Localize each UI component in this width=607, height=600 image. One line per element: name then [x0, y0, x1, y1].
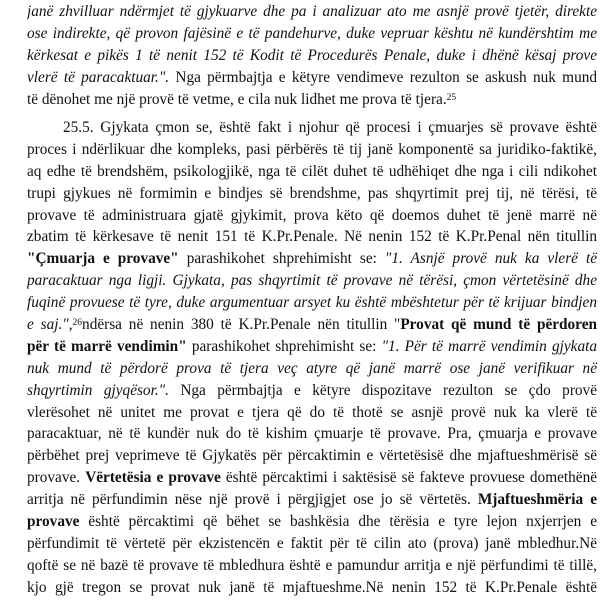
text-span: është përcaktimi i saktësisë së fakteve provuese domethënë [220, 469, 597, 487]
text-span: parashikohet shprehimisht se: [186, 337, 382, 355]
text-line [27, 183, 597, 205]
text-span: 25.5. Gjykata çmon se, është fakt i njohur që procesi i çmuarjes së provave është [63, 119, 597, 136]
text-span: zbatim të kërkesave të nenit 151 të K.Pr.Penale. Në nenin 152 të K.Pr.Penal nën titullin [27, 228, 597, 246]
text-span: qoftë se në bazë të provave të mbledhura është e pamundur arritja e një përfundimi të tillë, [27, 556, 597, 574]
italic-text: ose indirekte, që provon fajësinë e të pandehurve, duke vepruar kështu në kundërshtim me [27, 24, 597, 42]
text-line [27, 555, 597, 577]
italic-text: shqyrtimin gjyqësor.". [27, 381, 169, 399]
italic-text: kërkesat e pikës 1 të nenit 152 të Kodit të Procedurës Penale, duke i dhënë kësaj prove [27, 46, 597, 64]
text-line [27, 117, 597, 139]
text-span: Nga përmbajtja e këtyre vendimeve rezulton se askush nuk mund [169, 68, 597, 86]
bold-text: Vërtetësia e provave [85, 469, 221, 487]
text-line [27, 445, 597, 467]
text-line [27, 89, 597, 111]
text-span: ndërsa në nenin 380 të K.Pr.Penale nën titullin " [82, 316, 401, 334]
italic-text: fuqinë provuese të tyre, duke argumentuar arsyet ku është mbështetur për të krijuar bindjen [27, 294, 597, 312]
text-line [27, 423, 597, 445]
bold-text: "Çmuarja e provave" [27, 250, 179, 268]
text-span: Nga përmbajtja e këtyre dispozitave rezulton se çdo provë [168, 381, 597, 399]
bold-text: Provat që mund të përdoren [400, 316, 597, 334]
italic-text: nuk mund të përdorë prova të tjera veç atyre që janë marrë ose janë verifikuar në [27, 359, 597, 377]
text-line [27, 380, 597, 402]
italic-text: janë zhvilluar ndërmjet të gjykuarve dhe pa i analizuar ato me asnjë provë tjetër, direkte [27, 3, 597, 20]
quoted-paragraph-continuation [27, 1, 597, 110]
text-line [27, 511, 597, 533]
text-span: përbëhet prej veprimeve të Gjykatës për përcaktimin e vërtetësisë dhe mjaftueshmërisë së [27, 447, 597, 465]
text-span: përfundimit të vërtetë për ekzistencën e faktit për të cilin ato (prova) janë mbledhur.Në [27, 534, 597, 552]
text-span: është përcaktimi që bëhet se bashkësia dhe tërësia e tyre lejon nxjerrjen e [79, 513, 597, 531]
text-line [27, 533, 597, 555]
text-span: vlerësohet në unitet me provat e tjera që do të thotë se asnjë provë nuk ka vlerë të [27, 403, 597, 421]
text-span: parashikohet shprehimisht se: [178, 250, 385, 268]
text-line [27, 314, 597, 336]
italic-text: "1. Asnjë provë nuk ka vlerë të [384, 250, 597, 268]
text-span: të dënohet me një provë të vetme, e cila nuk lidhet me prova të tjera. [27, 90, 447, 108]
text-line [27, 577, 597, 599]
text-line [27, 489, 597, 511]
text-span: aq edhe të brendshëm, psikologjikë, nga të cilët duhet të udhëhiqet dhe nga i cili ndikohet [27, 162, 597, 180]
text-span: paracaktuar, në të kundër nuk do të kishim çmuarje të provave. Pra, çmuarja e provave [27, 425, 597, 443]
text-span: provave të administruara gjatë gjykimit, prova këto që doemos duhet të jenë marrë në [27, 206, 597, 224]
text-line [27, 270, 597, 292]
text-line [27, 23, 597, 45]
text-line [27, 226, 597, 248]
text-line [27, 205, 597, 227]
text-line [27, 248, 597, 270]
text-line [27, 358, 597, 380]
text-line [27, 67, 597, 89]
footnote-reference: 26 [72, 318, 83, 329]
text-span: trupi gjykues në formimin e bindjes së brendshme, pas shqyrtimit prej tij, në tërësi, të [27, 184, 597, 202]
italic-text: paracaktuar nga ligji. Gjykata, pas shqyrtimit të provave në tërësi, çmon vërtetësinë dhe [27, 272, 597, 290]
text-span: proces i ndërlikuar dhe kompleks, pasi përbërës të tij janë komponentë sa juridiko-faktikë, [27, 140, 597, 158]
italic-text: vlerë të paracaktuar.". [27, 68, 170, 86]
text-line [27, 1, 597, 23]
italic-text: e saj.", [27, 316, 73, 334]
text-span: arritja në përfundimin nëse një provë i përgjigjet ose jo së vërtetës. [27, 491, 478, 509]
bold-text: provave [27, 513, 80, 531]
text-line [27, 292, 597, 314]
text-span: provave. [27, 469, 86, 487]
text-span: kjo gjë tregon se provat nuk janë të mjaftueshme.Në nenin 152 të K.Pr.Penale është [27, 578, 597, 596]
text-line [27, 161, 597, 183]
text-line [27, 139, 597, 161]
text-line [27, 45, 597, 67]
text-line [27, 402, 597, 424]
paragraph-25-5 [27, 117, 597, 599]
footnote-reference: 25 [446, 92, 457, 103]
bold-text: Mjaftueshmëria e [477, 491, 597, 509]
text-line [27, 467, 597, 489]
bold-text: për të marrë vendimin" [27, 337, 187, 355]
text-line [27, 336, 597, 358]
italic-text: "1. Për të marrë vendimin gjykata [381, 337, 597, 355]
